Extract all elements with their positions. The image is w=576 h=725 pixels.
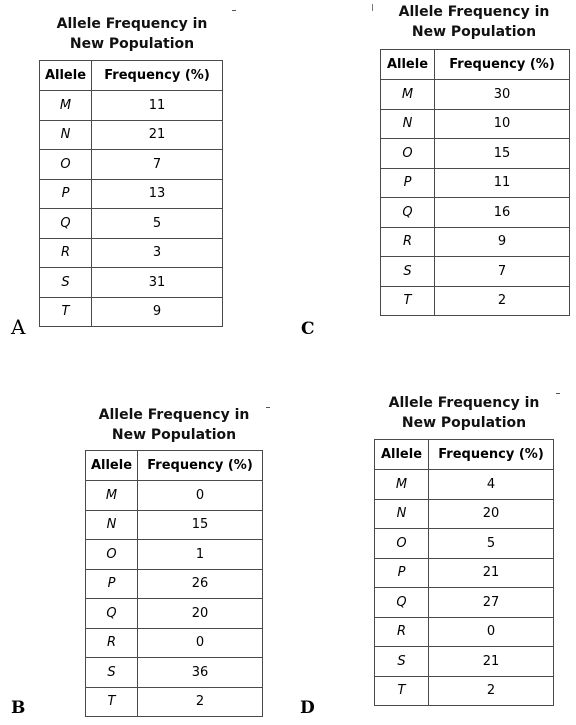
frequency-cell: 27	[429, 588, 554, 618]
table-row	[86, 599, 263, 629]
allele-cell: R	[375, 617, 429, 647]
table-row	[381, 227, 570, 257]
table-header-row	[381, 50, 570, 80]
panel-b-table	[85, 450, 263, 717]
panel-c-label: C	[301, 319, 315, 339]
table-header-row	[86, 451, 263, 481]
panel-c-title-line1: Allele Frequency in	[398, 4, 550, 20]
allele-cell: T	[381, 286, 435, 316]
allele-cell: N	[381, 109, 435, 139]
allele-column-header: Allele	[381, 50, 435, 80]
panel-d-title	[374, 393, 554, 433]
table-row	[381, 257, 570, 287]
panel-d-title-line2: New Population	[401, 415, 527, 431]
table-row	[375, 647, 554, 677]
table-header-row	[40, 61, 223, 91]
panel-c-title	[384, 2, 564, 42]
frequency-column-header: Frequency (%)	[435, 50, 570, 80]
table-row	[375, 558, 554, 588]
allele-cell: P	[40, 179, 92, 209]
frequency-column-header: Frequency (%)	[138, 451, 263, 481]
table-row	[375, 470, 554, 500]
frequency-cell: 11	[435, 168, 570, 198]
frequency-cell: 30	[435, 80, 570, 110]
allele-cell: N	[375, 499, 429, 529]
frequency-cell: 15	[138, 510, 263, 540]
scan-mark	[372, 4, 373, 11]
table-row	[375, 617, 554, 647]
allele-cell: S	[86, 658, 138, 688]
scan-mark	[556, 393, 560, 394]
panel-b-title	[84, 405, 264, 445]
frequency-cell: 7	[435, 257, 570, 287]
table-row	[40, 91, 223, 121]
table-row	[40, 120, 223, 150]
frequency-cell: 11	[92, 91, 223, 121]
frequency-cell: 2	[435, 286, 570, 316]
table-row	[40, 268, 223, 298]
allele-cell: M	[375, 470, 429, 500]
allele-cell: T	[40, 297, 92, 327]
frequency-cell: 5	[92, 209, 223, 239]
panel-c-table	[380, 49, 570, 316]
table-row	[86, 569, 263, 599]
panel-d-label: D	[300, 698, 315, 718]
table-row	[86, 658, 263, 688]
frequency-cell: 9	[435, 227, 570, 257]
table-row	[381, 109, 570, 139]
frequency-cell: 9	[92, 297, 223, 327]
table-row	[381, 286, 570, 316]
table-row	[375, 499, 554, 529]
allele-cell: T	[375, 676, 429, 706]
table-row	[40, 209, 223, 239]
frequency-cell: 7	[92, 150, 223, 180]
table-row	[381, 168, 570, 198]
allele-cell: O	[40, 150, 92, 180]
allele-cell: O	[375, 529, 429, 559]
table-row	[86, 687, 263, 717]
table-row	[40, 150, 223, 180]
allele-cell: N	[40, 120, 92, 150]
table-row	[40, 297, 223, 327]
frequency-cell: 15	[435, 139, 570, 169]
scan-mark	[232, 10, 236, 11]
frequency-cell: 13	[92, 179, 223, 209]
allele-cell: P	[381, 168, 435, 198]
table-row	[381, 198, 570, 228]
frequency-cell: 0	[138, 481, 263, 511]
frequency-cell: 20	[138, 599, 263, 629]
table-row	[381, 80, 570, 110]
allele-cell: P	[86, 569, 138, 599]
panel-b-title-line1: Allele Frequency in	[98, 407, 250, 423]
table-row	[375, 588, 554, 618]
allele-cell: R	[40, 238, 92, 268]
frequency-cell: 2	[429, 676, 554, 706]
allele-cell: S	[40, 268, 92, 298]
frequency-cell: 2	[138, 687, 263, 717]
panel-b-label: B	[11, 698, 26, 718]
allele-column-header: Allele	[40, 61, 92, 91]
frequency-cell: 16	[435, 198, 570, 228]
frequency-cell: 20	[429, 499, 554, 529]
table-row	[86, 510, 263, 540]
table-header-row	[375, 440, 554, 470]
panel-d-title-line1: Allele Frequency in	[388, 395, 540, 411]
panel-a-table	[39, 60, 223, 327]
panel-a-title-line1: Allele Frequency in	[56, 16, 208, 32]
table-row	[86, 540, 263, 570]
table-row	[86, 481, 263, 511]
allele-cell: S	[375, 647, 429, 677]
table-row	[375, 676, 554, 706]
allele-cell: R	[381, 227, 435, 257]
frequency-cell: 4	[429, 470, 554, 500]
frequency-cell: 0	[138, 628, 263, 658]
frequency-cell: 36	[138, 658, 263, 688]
table-row	[381, 139, 570, 169]
frequency-cell: 31	[92, 268, 223, 298]
frequency-cell: 26	[138, 569, 263, 599]
allele-cell: M	[86, 481, 138, 511]
frequency-cell: 1	[138, 540, 263, 570]
panel-d-table	[374, 439, 554, 706]
allele-cell: N	[86, 510, 138, 540]
frequency-column-header: Frequency (%)	[429, 440, 554, 470]
allele-column-header: Allele	[86, 451, 138, 481]
frequency-cell: 21	[429, 647, 554, 677]
panel-c-title-line2: New Population	[411, 24, 537, 40]
allele-cell: P	[375, 558, 429, 588]
table-row	[86, 628, 263, 658]
allele-cell: S	[381, 257, 435, 287]
allele-cell: Q	[375, 588, 429, 618]
allele-cell: Q	[40, 209, 92, 239]
panel-a-title-line2: New Population	[69, 36, 195, 52]
frequency-cell: 21	[429, 558, 554, 588]
allele-cell: O	[86, 540, 138, 570]
allele-cell: Q	[86, 599, 138, 629]
allele-cell: M	[40, 91, 92, 121]
allele-cell: R	[86, 628, 138, 658]
panel-b-title-line2: New Population	[111, 427, 237, 443]
table-row	[40, 179, 223, 209]
frequency-cell: 10	[435, 109, 570, 139]
table-row	[375, 529, 554, 559]
allele-cell: M	[381, 80, 435, 110]
frequency-cell: 0	[429, 617, 554, 647]
frequency-cell: 21	[92, 120, 223, 150]
frequency-column-header: Frequency (%)	[92, 61, 223, 91]
allele-cell: T	[86, 687, 138, 717]
allele-cell: O	[381, 139, 435, 169]
panel-a-label: A	[11, 315, 26, 339]
allele-cell: Q	[381, 198, 435, 228]
frequency-cell: 3	[92, 238, 223, 268]
allele-column-header: Allele	[375, 440, 429, 470]
frequency-cell: 5	[429, 529, 554, 559]
scan-mark	[266, 407, 270, 408]
panel-a-title	[42, 14, 222, 54]
table-row	[40, 238, 223, 268]
